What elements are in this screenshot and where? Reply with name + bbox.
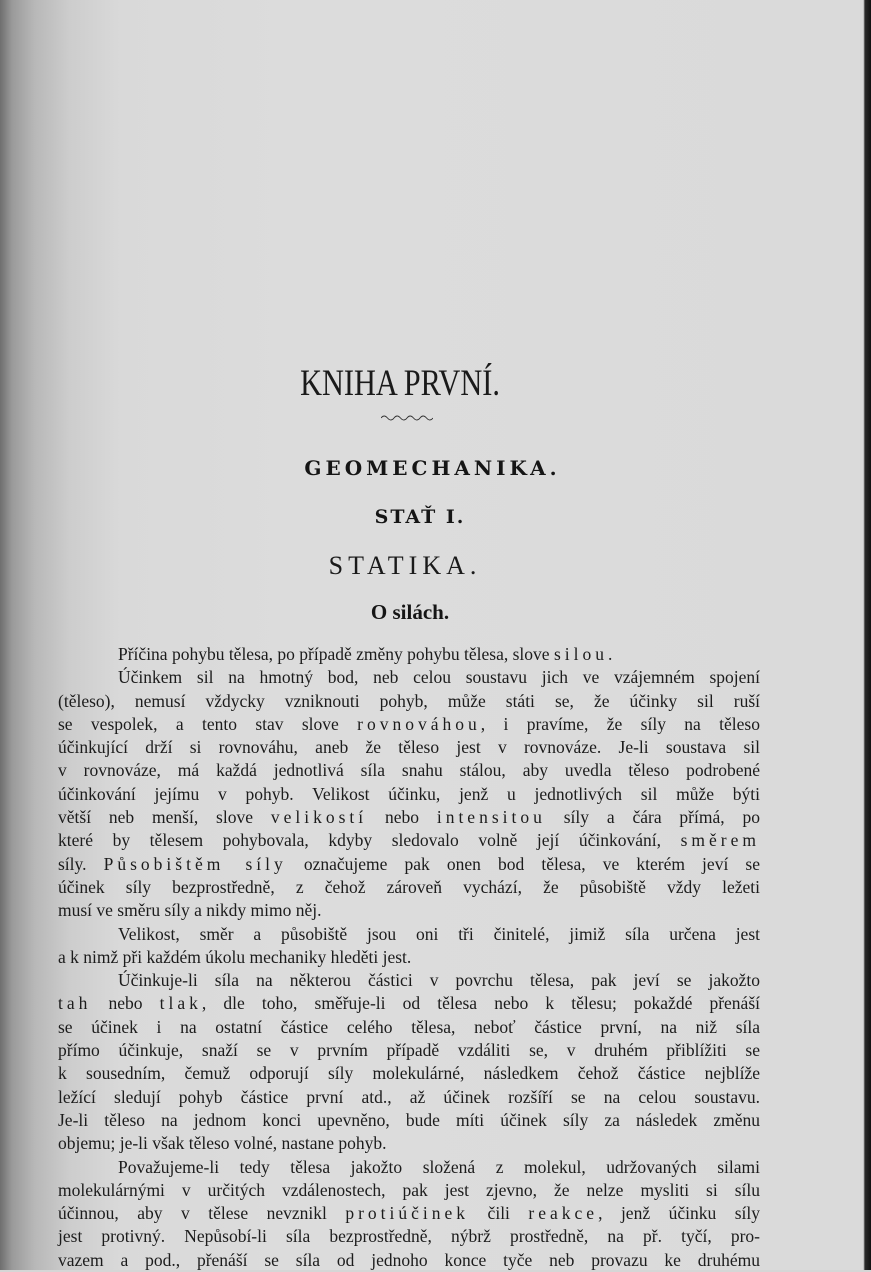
text-line [58,1109,760,1132]
text-run: . [607,644,613,664]
spaced-term: reakce [528,1203,599,1224]
spaced-term: intensitou [436,807,546,828]
text-run: se vespolek, a tento stav slove [58,713,358,734]
text-line [58,1039,760,1062]
body-text [58,643,760,1272]
text-line [58,946,760,969]
spaced-term: tah [58,993,92,1014]
text-run: molekulárnými v určitých vzdálenostech, pak jest zjevno, že nelze mysliti si sílu [58,1179,760,1200]
text-line [58,736,760,759]
text-line [58,969,760,992]
spaced-term: velikostí [270,807,368,828]
section-name: STATIKA. [328,551,482,580]
text-run: jest protivný. Nepůsobí-li síla bezprostředně, nýbrž prostředně, na př. tyčí, pro- [58,1226,760,1247]
text-line [58,1202,760,1225]
spaced-term: rovnováhou [357,713,481,734]
text-run: Velikost, směr a působiště jsou oni tři činitelé, jimiž síla určena jest [118,923,760,944]
text-run: musí ve směru síly a nikdy mimo něj. [58,900,322,921]
text-line [58,899,760,922]
text-line [58,783,760,806]
text-line [58,806,760,829]
text-line [58,1132,760,1155]
text-line [58,923,760,946]
chapter-title: O silách. [370,600,450,624]
text-line [58,1249,760,1272]
text-run: vazem a pod., přenáší se síla od jednoho konce tyče neb provazu ke druhému [58,1249,760,1270]
text-run: , jenž účinku síly [598,1203,761,1224]
text-run: účinek síly bezprostředně, z čehož zároveň vychází, že působiště vždy ležeti [58,876,760,897]
text-run: nebo [367,807,437,828]
text-line [58,759,760,782]
wavy-rule-ornament [381,414,433,422]
text-run: účinnou, aby v tělese nevznikl [58,1203,346,1224]
text-line [58,853,760,876]
text-run: čili [469,1203,529,1224]
text-run: Účinkem sil na hmotný bod, neb celou soustavu jich ve vzájemném spojení [118,667,760,688]
text-run: Je-li těleso na jednom konci upevněno, bude míti účinek síly za následek změnu [58,1109,760,1130]
text-line [58,876,760,899]
book-title: KNIHA PRVNÍ. [300,363,500,404]
text-line [58,1179,760,1202]
text-run: Považujeme-li tedy tělesa jakožto složená z molekul, udržovaných silami [118,1156,760,1177]
text-line [58,690,760,713]
spaced-term: směrem [680,830,760,851]
text-run: účinkující drží si rovnováhu, aneb že těleso jest v rovnováze. Je-li soustava sil [58,737,760,758]
text-line [58,1156,760,1179]
part-title: GEOMECHANIKA. [304,456,561,480]
text-run: síly a čára přímá, po [545,807,760,828]
text-run: síly. [58,853,104,874]
text-line [58,713,760,736]
spaced-term: silou [553,644,608,664]
text-run: nebo [91,993,160,1014]
text-line [58,829,760,852]
spaced-term: Působištěm síly [103,853,287,874]
text-run: , dle toho, směřuje-li od tělesa nebo k tělesu; pokaždé přenáší [201,993,760,1014]
text-line [58,666,760,689]
text-run: v rovnováze, má každá jednotlivá síla snahu stálou, aby uvedla těleso podrobené [58,760,760,781]
text-run: objemu; je-li však těleso volné, nastane pohyb. [58,1133,387,1154]
spaced-term: tlak [159,993,202,1014]
text-run: označujeme pak onen bod tělesa, ve kterém jeví se [286,853,760,874]
page-edge [863,0,871,1270]
text-line [58,1086,760,1109]
text-run: Příčina pohybu tělesa, po případě změny pohybu tělesa, slove [118,644,554,664]
text-line [58,992,760,1015]
text-run: , i pravíme, že síly na těleso [480,713,760,734]
text-run: k sousedním, čemuž odporují síly molekulárné, následkem čehož částice nejblíže [58,1063,760,1084]
text-run: větší neb menší, slove [58,807,271,828]
text-run: (těleso), nemusí vždycky vzniknouti pohyb, může státi se, že účinky sil ruší [58,690,760,711]
text-run: které by tělesem pohybovala, kdyby sledovalo volně její účinkování, [58,830,681,851]
text-line [58,1225,760,1248]
text-run: přímo účinkuje, snaží se v prvním případě vzdáliti se, v druhém přiblížiti se [58,1040,760,1061]
text-line [58,1016,760,1039]
text-line [58,643,760,666]
text-run: se účinek i na ostatní částice celého tělesa, neboť částice první, na niž síla [58,1016,760,1037]
section-title: STAŤ I. [374,506,466,528]
text-run: a k nimž při každém úkolu mechaniky hleděti jest. [58,946,412,967]
text-run: účinkování jejímu v pohyb. Velikost účinku, jenž u jednotlivých sil může býti [58,783,760,804]
text-run: ležící sledují pohyb částice první atd., až účinek rozšíří se na celou soustavu. [58,1086,760,1107]
spaced-term: protiúčinek [345,1203,470,1224]
text-run: Účinkuje-li síla na některou částici v povrchu tělesa, pak jeví se jakožto [118,970,760,991]
text-line [58,1062,760,1085]
